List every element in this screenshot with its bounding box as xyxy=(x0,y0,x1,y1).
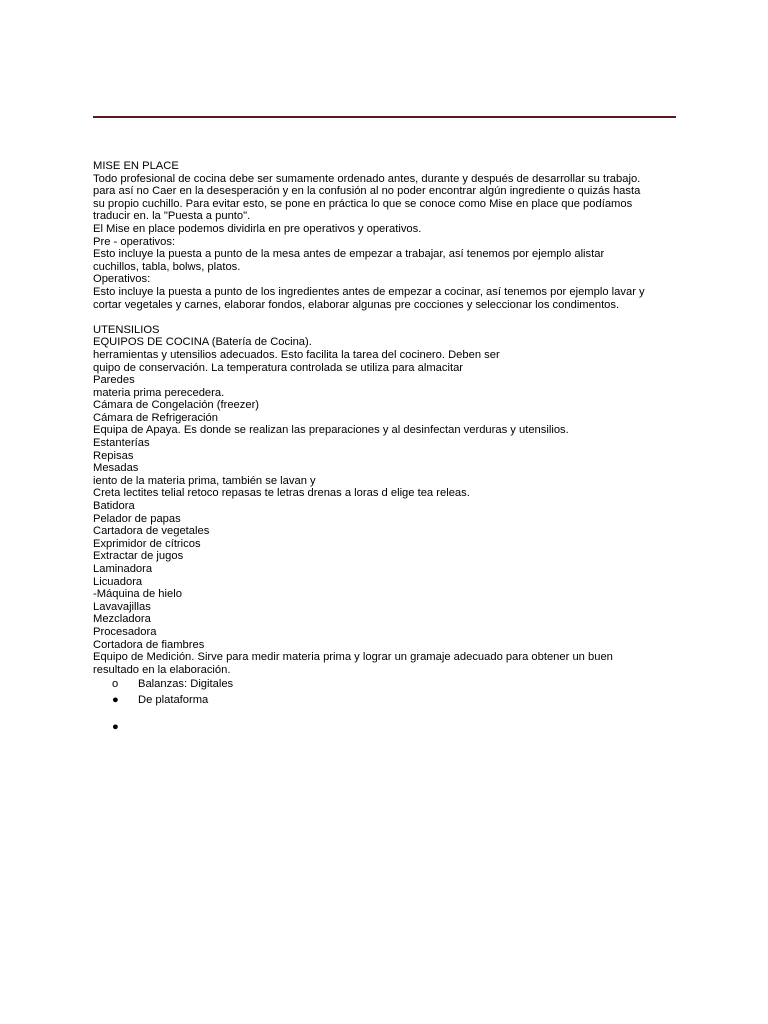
section-heading: MISE EN PLACE xyxy=(93,160,179,172)
list-item xyxy=(112,678,233,690)
list-line: Extractar de jugos xyxy=(93,550,184,563)
list-item xyxy=(112,721,138,733)
paragraph-line: quipo de conservación. La temperatura controlada se utiliza para almacitar xyxy=(93,361,464,374)
list-line: Procesadora xyxy=(93,625,157,638)
list-line: Batidora xyxy=(93,500,135,513)
paragraph-line: Creta lectites telial retoco repasas te letras drenas a loras d elige tea releas. xyxy=(93,487,470,500)
bullet-icon: ● xyxy=(112,721,119,733)
paragraph-line: traducir en. la "Puesta a punto". xyxy=(93,210,251,223)
paragraph-line: herramientas y utensilios adecuados. Esto facilita la tarea del cocinero. Deben ser xyxy=(93,348,500,361)
list-line: Estanterías xyxy=(93,437,150,450)
list-line: Licuadora xyxy=(93,575,143,588)
paragraph-line: El Mise en place podemos dividirla en pre operativos y operativos. xyxy=(93,222,422,235)
list-line: Paredes xyxy=(93,374,135,387)
paragraph-line: cuchillos, tabla, bolws, platos. xyxy=(93,260,241,273)
paragraph-line: EQUIPOS DE COCINA (Batería de Cocina). xyxy=(93,336,312,349)
paragraph-line: Todo profesional de cocina debe ser sumamente ordenado antes, durante y después de desarrollar su trabajo. xyxy=(93,172,641,185)
list-line: Cámara de Refrigeración xyxy=(93,411,218,424)
list-line: Exprimidor de cítricos xyxy=(93,537,201,550)
paragraph-line: Equipo de Medición. Sirve para medir materia prima y lograr un gramaje adecuado para obtener un buen xyxy=(93,651,613,664)
bullet-text: Balanzas: Digitales xyxy=(138,678,234,690)
section-heading: UTENSILIOS xyxy=(93,323,160,336)
paragraph-line: materia prima perecedera. xyxy=(93,386,225,399)
paragraph-line: cortar vegetales y carnes, elaborar fondos, elaborar algunas pre cocciones y seleccionar los condimentos. xyxy=(93,298,620,311)
paragraph-line: Pre - operativos: xyxy=(93,235,176,248)
list-line: -Máquina de hielo xyxy=(93,588,182,601)
paragraph-line: Operativos: xyxy=(93,273,151,286)
list-line: Mesadas xyxy=(93,462,139,475)
bullet-icon: ● xyxy=(112,694,119,706)
list-line: Repisas xyxy=(93,449,134,462)
document-body xyxy=(93,160,693,676)
list-line: Laminadora xyxy=(93,563,153,575)
list-item xyxy=(112,694,208,706)
list-line: Cortadora de fiambres xyxy=(93,638,205,651)
paragraph-line: Esto incluye la puesta a punto de la mesa antes de empezar a trabajar, así tenemos por ejemplo alistar xyxy=(93,248,605,261)
list-line: Mezcladora xyxy=(93,613,151,626)
list-line: Cartadora de vegetales xyxy=(93,525,210,538)
paragraph-line: para así no Caer en la desesperación y en la confusión al no poder encontrar algún ingrediente o quizás hasta xyxy=(93,185,641,198)
paragraph-line: su propio cuchillo. Para evitar esto, se pone en práctica lo que se conoce como Mise en place que podíamos xyxy=(93,197,633,210)
bullet-text: De plataforma xyxy=(138,694,209,706)
hollow-bullet-icon: o xyxy=(112,678,119,690)
list-line: Lavavajillas xyxy=(93,600,151,613)
paragraph-line: iento de la materia prima, también se lavan y xyxy=(93,474,316,487)
header-rule xyxy=(93,116,676,118)
list-line: Pelador de papas xyxy=(93,512,181,525)
paragraph-line: Esto incluye la puesta a punto de los ingredientes antes de empezar a cocinar, así tenemos por ejemplo lavar y xyxy=(93,285,645,298)
list-line: Cámara de Congelación (freezer) xyxy=(93,399,260,412)
blank-line xyxy=(93,311,693,324)
paragraph-line: Equipa de Apaya. Es donde se realizan las preparaciones y al desinfectan verduras y utensilios. xyxy=(93,424,569,437)
paragraph-line: resultado en la elaboración. xyxy=(93,663,231,676)
